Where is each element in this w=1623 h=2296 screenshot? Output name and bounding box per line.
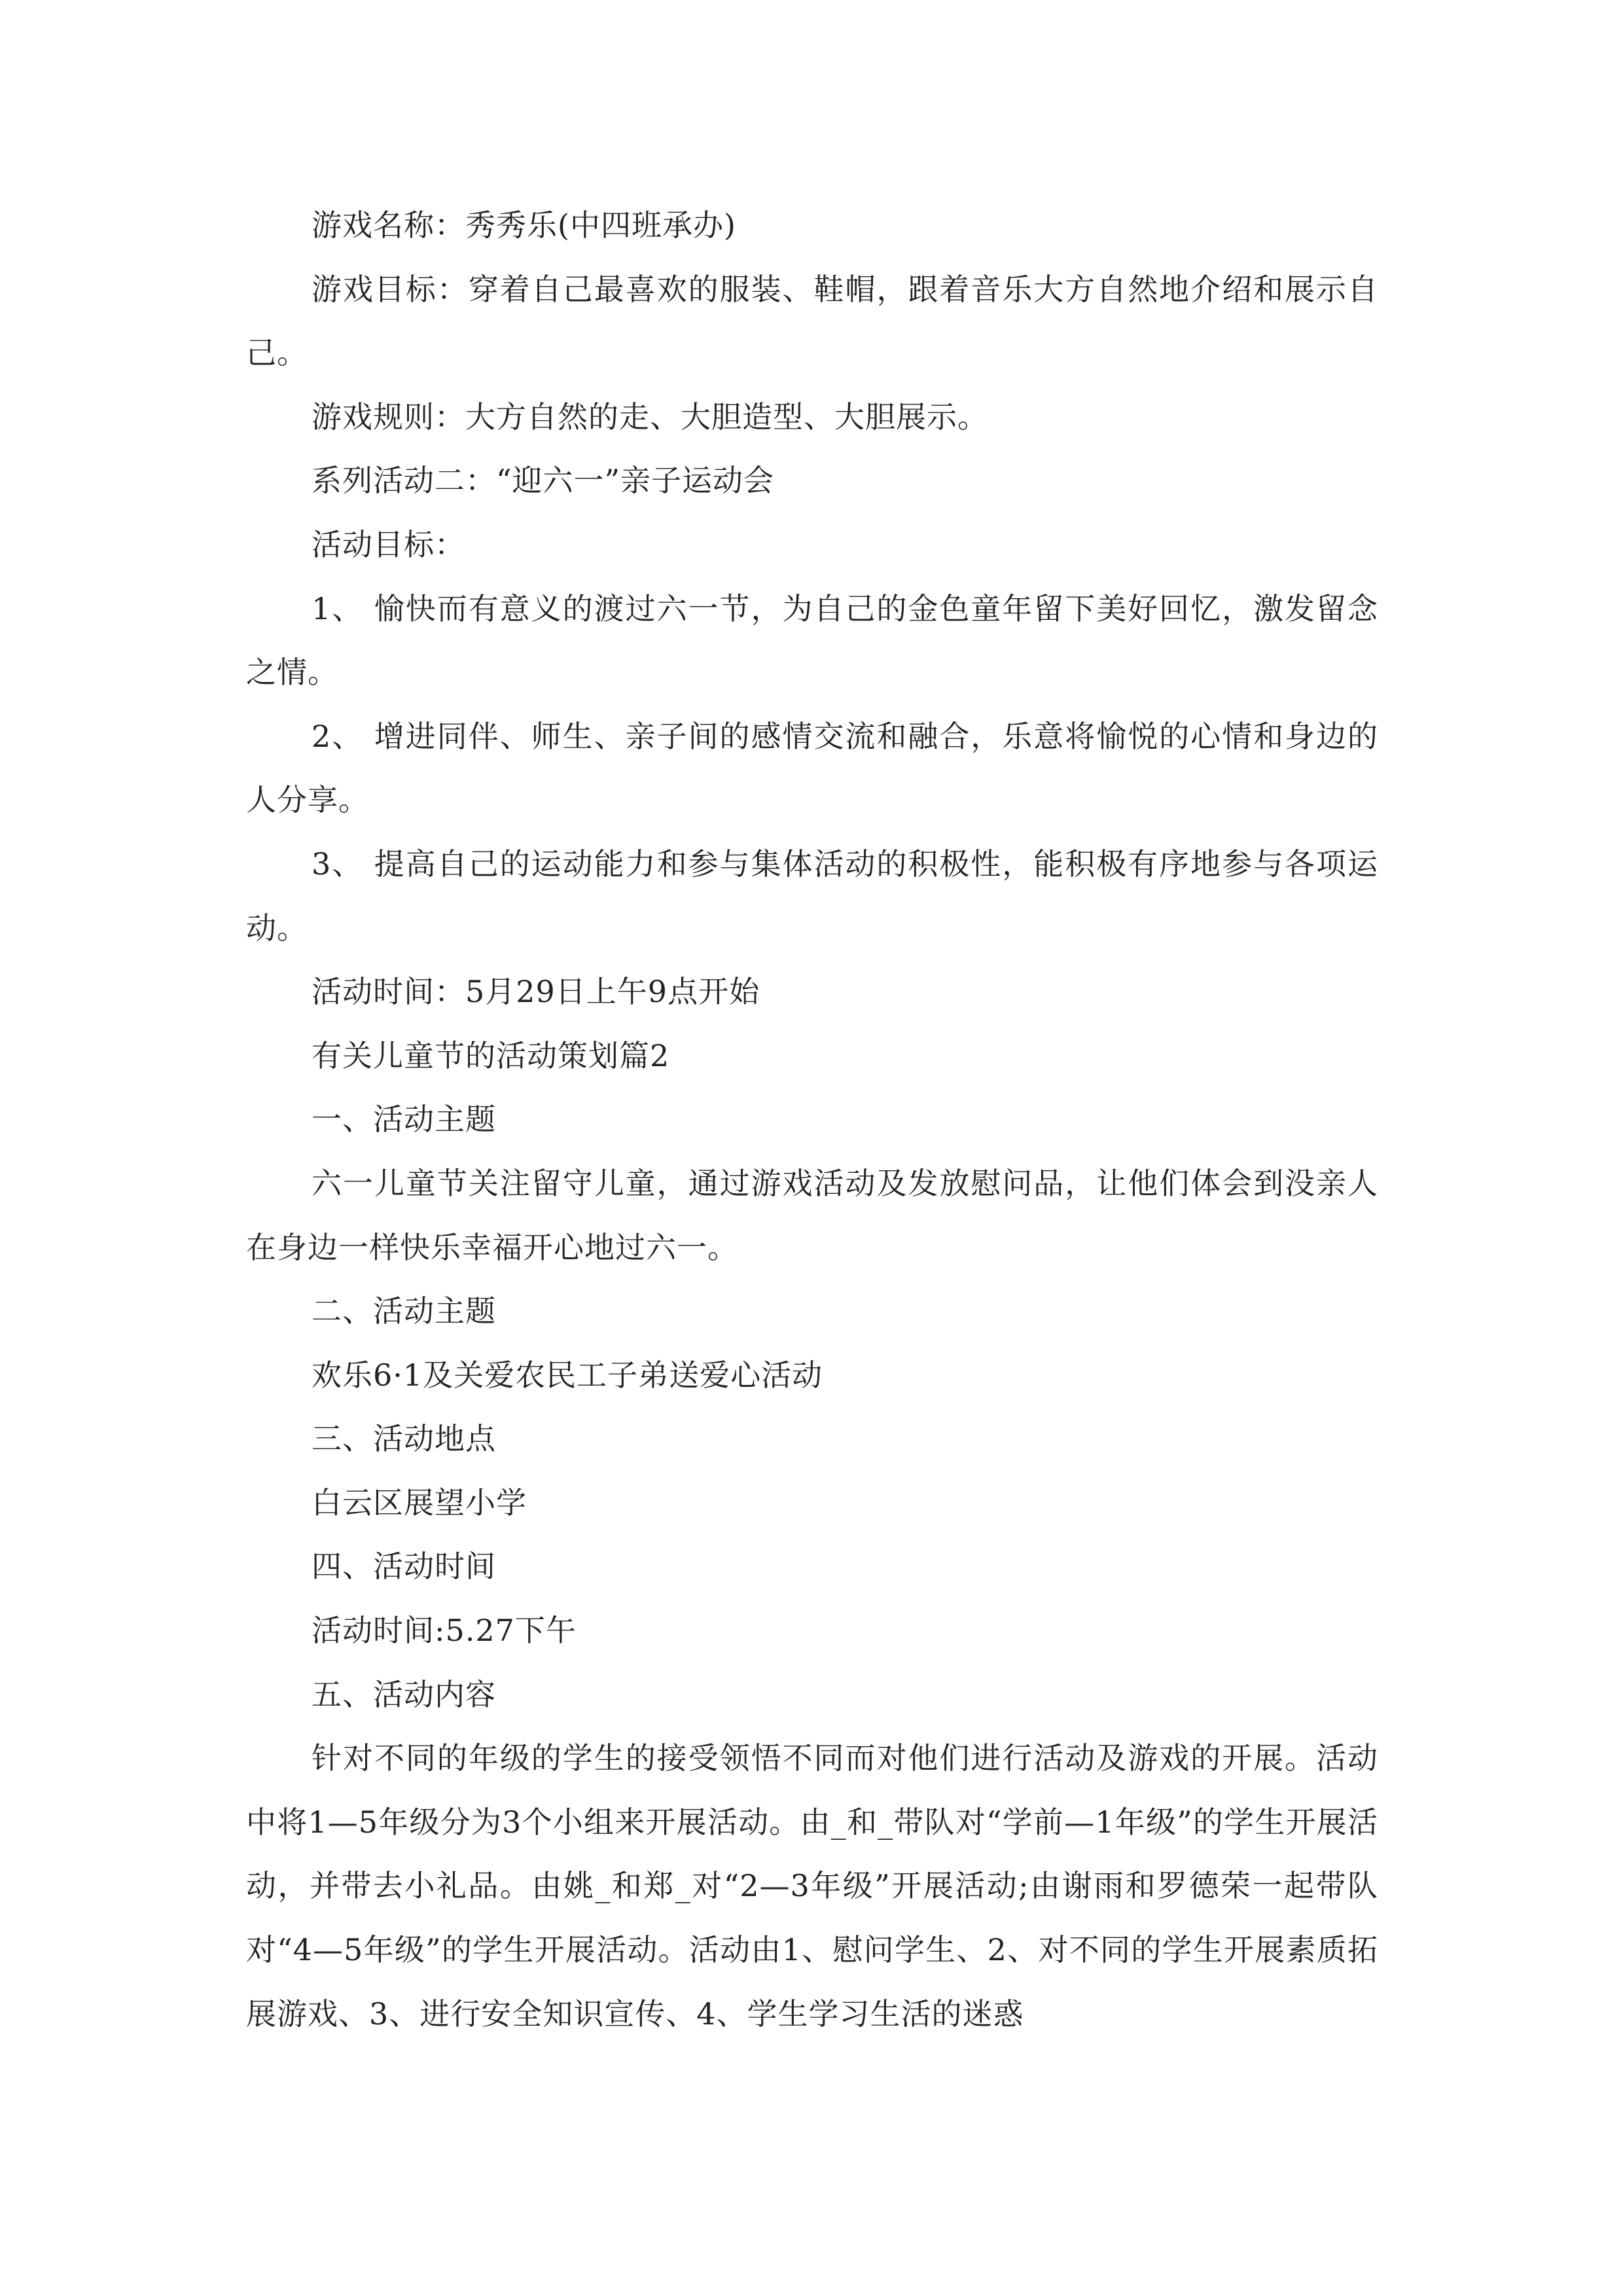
goal-item-3: 3、 提高自己的运动能力和参与集体活动的积极性，能积极有序地参与各项运动。: [246, 846, 1378, 946]
content-paragraph: 针对不同的年级的学生的接受领悟不同而对他们进行活动及游戏的开展。活动中将1—5年级分为3个小组来开展活动。由_和_带队对“学前—1年级”的学生开展活动，并带去小礼品。由姚_和郑_对“2—3年级”开展活动;由谢雨和罗德荣一起带队对“4—5年级”的学生开展活动。活动由1、慰问学生、2、对不同的学生开展素质拓展游戏、3、进行安全知识宣传、4、学生学习生活的迷惑: [246, 1740, 1378, 2032]
section-heading-1: 一、活动主题: [312, 1102, 496, 1138]
time-line: 活动时间:5.27下午: [312, 1613, 577, 1649]
goal-item-1: 1、 愉快而有意义的渡过六一节，为自己的金色童年留下美好回忆，激发留念之情。: [246, 590, 1378, 691]
article-title: 有关儿童节的活动策划篇2: [312, 1037, 670, 1073]
game-goal-paragraph: 游戏目标：穿着自己最喜欢的服装、鞋帽，跟着音乐大方自然地介绍和展示自己。: [246, 271, 1378, 371]
section-heading-3: 三、活动地点: [312, 1421, 496, 1457]
activity-time-line: 活动时间：5月29日上午9点开始: [312, 974, 760, 1010]
theme-title-line: 欢乐6·1及关爱农民工子弟送爱心活动: [312, 1357, 823, 1393]
location-line: 白云区展望小学: [312, 1484, 527, 1520]
game-name-line: 游戏名称：秀秀乐(中四班承办): [312, 207, 736, 243]
section-heading-4: 四、活动时间: [312, 1549, 496, 1585]
document-body: [246, 194, 1378, 2046]
theme-paragraph: 六一儿童节关注留守儿童，通过游戏活动及发放慰问品，让他们体会到没亲人在身边一样快乐幸福开心地过六一。: [246, 1165, 1378, 1265]
series-activity-heading: 系列活动二：“迎六一”亲子运动会: [312, 463, 775, 499]
game-rules-line: 游戏规则：大方自然的走、大胆造型、大胆展示。: [312, 399, 988, 435]
activity-goals-label: 活动目标：: [312, 526, 465, 562]
section-heading-2: 二、活动主题: [312, 1293, 496, 1329]
section-heading-5: 五、活动内容: [312, 1676, 496, 1712]
goal-item-2: 2、 增进同伴、师生、亲子间的感情交流和融合，乐意将愉悦的心情和身边的人分享。: [246, 718, 1378, 818]
